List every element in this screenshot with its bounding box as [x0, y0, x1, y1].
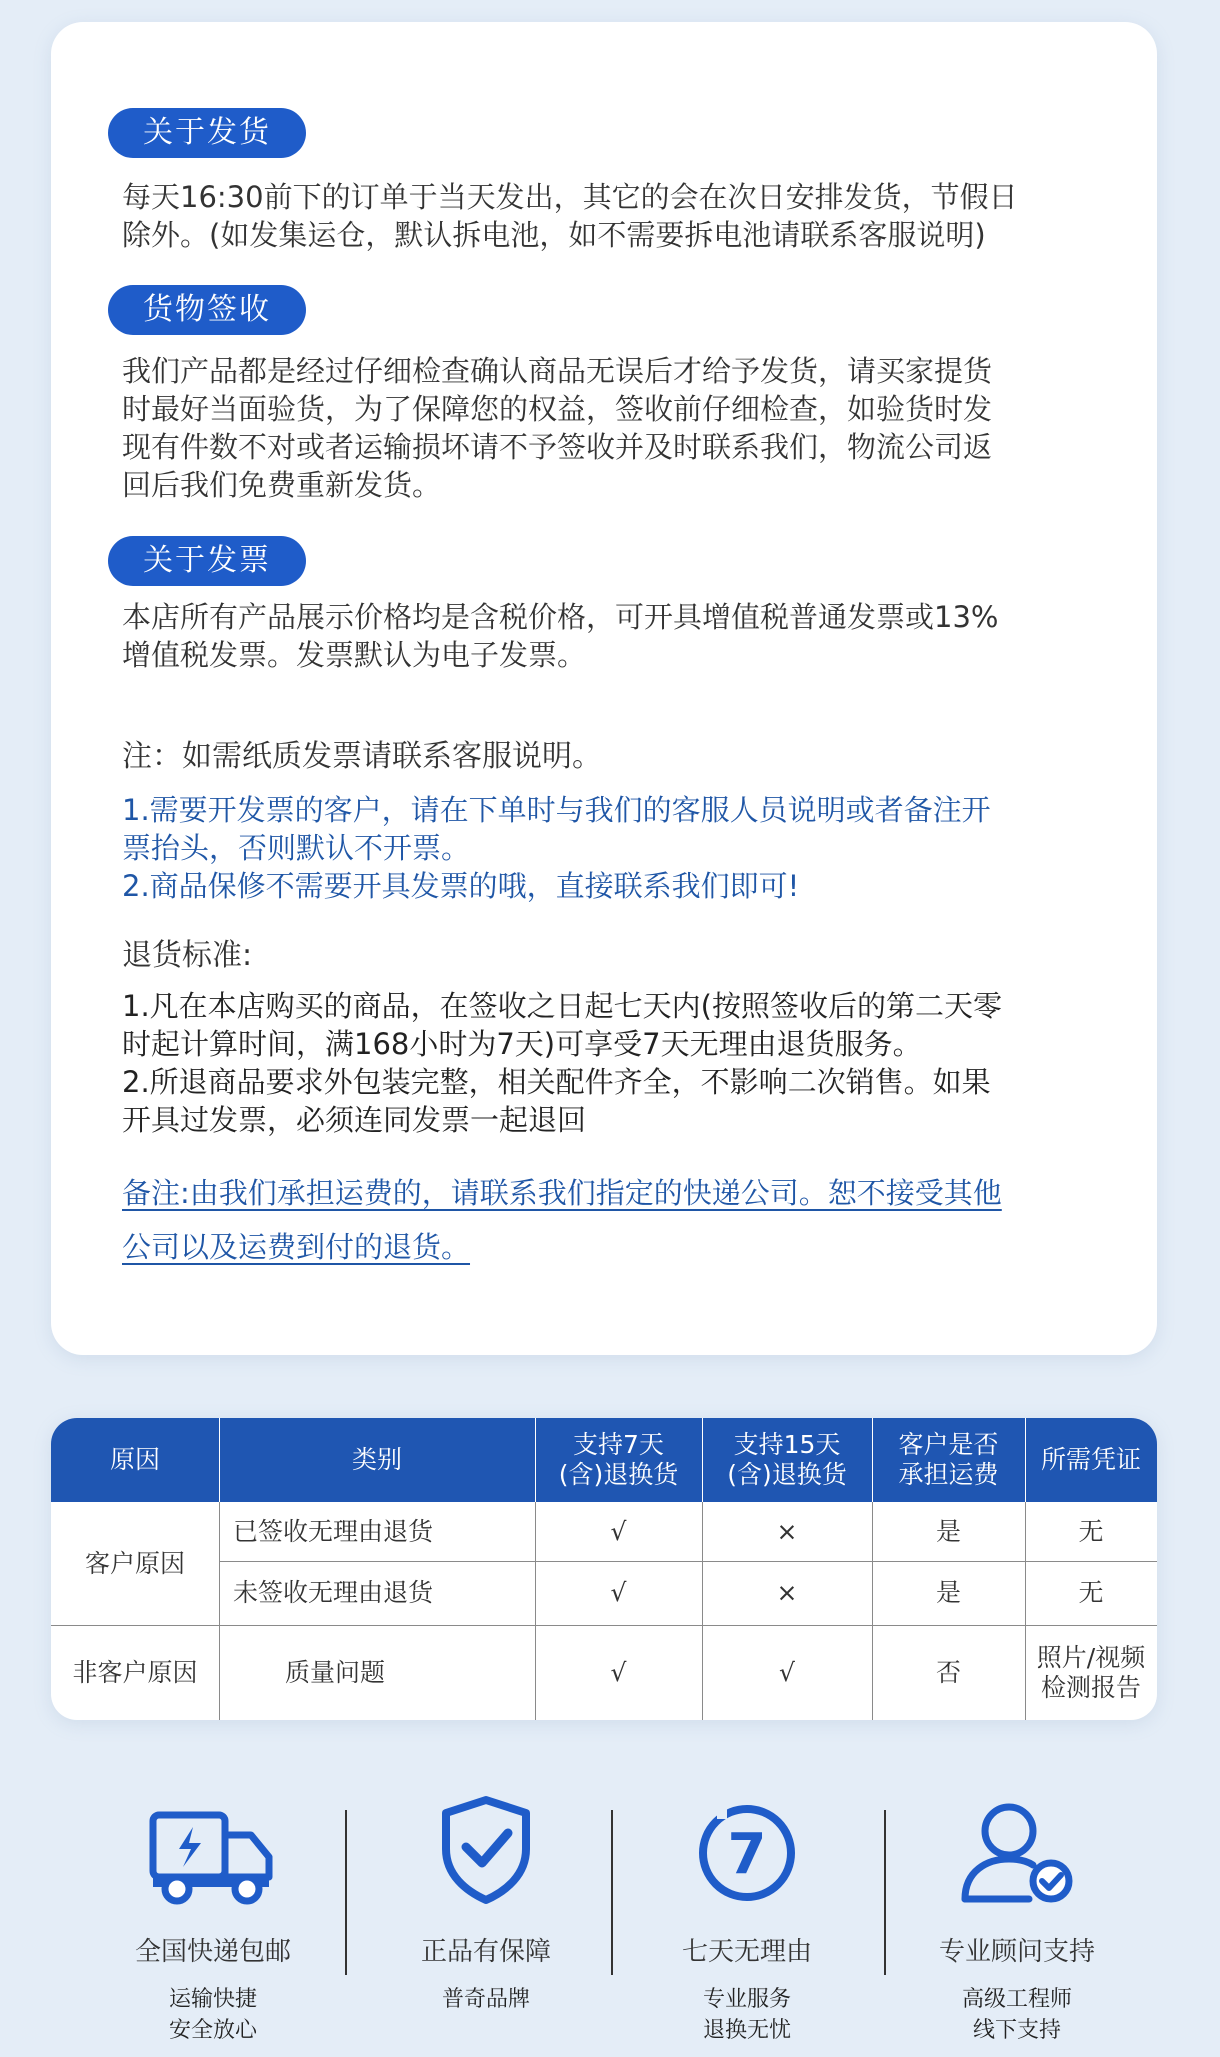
feature-subtitle-line: 退换无忧 — [702, 2018, 791, 2043]
note-line: 票抬头，否则默认不开票。 — [122, 831, 471, 865]
returns-line: 开具过发票，必须连同发票一起退回 — [122, 1103, 587, 1137]
return-policy-table — [51, 1418, 1157, 1720]
shipping-text — [122, 178, 1092, 254]
consultant-icon — [897, 1785, 1137, 1905]
header-proof: 所需凭证 — [1040, 1445, 1141, 1474]
feature-title: 专业顾问支持 — [938, 1937, 1095, 1967]
group-non-customer-reason: 非客户原因 — [72, 1657, 198, 1687]
row3-fee: 否 — [935, 1657, 961, 1687]
returns-line: 时起计算时间，满168小时为7天)可享受7天无理由退货服务。 — [122, 1027, 922, 1061]
receipt-line: 时最好当面验货，为了保障您的权益，签收前仔细检查，如验货时发 — [122, 392, 993, 426]
row1-15day: × — [776, 1516, 798, 1546]
row3-proof: 照片/视频 检测报告 — [1036, 1642, 1146, 1702]
row2-15day: × — [776, 1578, 798, 1607]
note-line: 1.需要开发票的客户，请在下单时与我们的客服人员说明或者备注开 — [122, 793, 991, 827]
feature-title: 全国快递包邮 — [134, 1937, 291, 1967]
returns-heading: 退货标准: — [122, 938, 253, 973]
feature-subtitle — [897, 1984, 1137, 2046]
row2-category: 未签收无理由退货 — [233, 1578, 434, 1607]
shipping-line: 每天16:30前下的订单于当天发出，其它的会在次日安排发货，节假日 — [122, 180, 1018, 214]
feature-subtitle-line: 普奇品牌 — [441, 1987, 530, 2012]
remark-link[interactable] — [122, 1166, 1122, 1274]
invoice-text — [122, 598, 1092, 674]
feature-subtitle — [627, 1984, 867, 2046]
header-15day: 支持15天 (含)退换货 — [727, 1430, 847, 1489]
shipping-line: 除外。(如发集运仓，默认拆电池，如不需要拆电池请联系客服说明) — [122, 218, 986, 252]
group-customer-reason: 客户原因 — [84, 1548, 185, 1578]
divider — [345, 1810, 347, 1975]
remark-line: 备注:由我们承担运费的，请联系我们指定的快递公司。恕不接受其他 — [122, 1176, 1002, 1210]
feature-subtitle-line: 安全放心 — [168, 2018, 257, 2043]
divider — [884, 1810, 886, 1975]
feature-seven-day-return — [627, 1785, 867, 2046]
divider — [702, 1418, 703, 1502]
divider — [219, 1418, 220, 1502]
seven-days-icon — [627, 1785, 867, 1905]
row1-category: 已签收无理由退货 — [233, 1516, 434, 1546]
invoice-line: 增值税发票。发票默认为电子发票。 — [122, 638, 587, 672]
divider — [611, 1810, 613, 1975]
feature-title: 七天无理由 — [681, 1937, 812, 1967]
feature-subtitle-line: 运输快捷 — [168, 1987, 257, 2012]
receipt-line: 回后我们免费重新发货。 — [122, 468, 442, 502]
returns-line: 1.凡在本店购买的商品，在签收之日起七天内(按照签收后的第二天零 — [122, 989, 1002, 1023]
section-title-shipping: 关于发货 — [108, 108, 306, 158]
header-reason: 原因 — [109, 1445, 160, 1474]
feature-free-shipping — [93, 1785, 333, 2046]
divider — [535, 1418, 536, 1502]
section-title-receipt: 货物签收 — [108, 285, 306, 335]
receipt-line: 我们产品都是经过仔细检查确认商品无误后才给予发货，请买家提货 — [122, 354, 993, 388]
row1-7day: √ — [610, 1516, 627, 1546]
feature-consultant — [897, 1785, 1137, 2046]
feature-title: 正品有保障 — [420, 1937, 551, 1967]
note-line: 2.商品保修不需要开具发票的哦，直接联系我们即可! — [122, 869, 800, 903]
row1-fee: 是 — [935, 1516, 961, 1546]
returns-text — [122, 987, 1092, 1139]
feature-subtitle-line: 高级工程师 — [961, 1987, 1072, 2012]
row3-category: 质量问题 — [285, 1657, 386, 1687]
divider — [872, 1418, 873, 1502]
seven-days-badge: 7 — [727, 1822, 767, 1887]
note-heading: 注：如需纸质发票请联系客服说明。 — [122, 739, 602, 774]
feature-subtitle-line: 线下支持 — [972, 2018, 1061, 2043]
invoice-line: 本店所有产品展示价格均是含税价格，可开具增值税普通发票或13% — [122, 600, 999, 634]
note-text — [122, 791, 1112, 905]
feature-subtitle-line: 专业服务 — [702, 1987, 791, 2012]
header-shipping-fee: 客户是否 承担运费 — [898, 1430, 999, 1489]
receipt-line: 现有件数不对或者运输损坏请不予签收并及时联系我们，物流公司返 — [122, 430, 993, 464]
delivery-truck-icon — [93, 1785, 333, 1905]
returns-line: 2.所退商品要求外包装完整，相关配件齐全，不影响二次销售。如果 — [122, 1065, 991, 1099]
remark-line: 公司以及运费到付的退货。 — [122, 1230, 471, 1264]
row1-proof: 无 — [1078, 1516, 1104, 1546]
divider — [1025, 1418, 1026, 1502]
row3-7day: √ — [610, 1657, 627, 1687]
feature-subtitle — [93, 1984, 333, 2046]
receipt-text — [122, 352, 1092, 504]
section-title-invoice: 关于发票 — [108, 536, 306, 586]
row2-7day: √ — [610, 1578, 627, 1607]
shield-check-icon — [366, 1785, 606, 1905]
header-category: 类别 — [351, 1445, 402, 1474]
feature-subtitle — [366, 1984, 606, 2015]
header-7day: 支持7天 (含)退换货 — [558, 1430, 679, 1489]
row3-15day: √ — [779, 1657, 795, 1687]
feature-genuine — [366, 1785, 606, 2015]
row2-fee: 是 — [935, 1578, 961, 1607]
row2-proof: 无 — [1078, 1578, 1104, 1607]
